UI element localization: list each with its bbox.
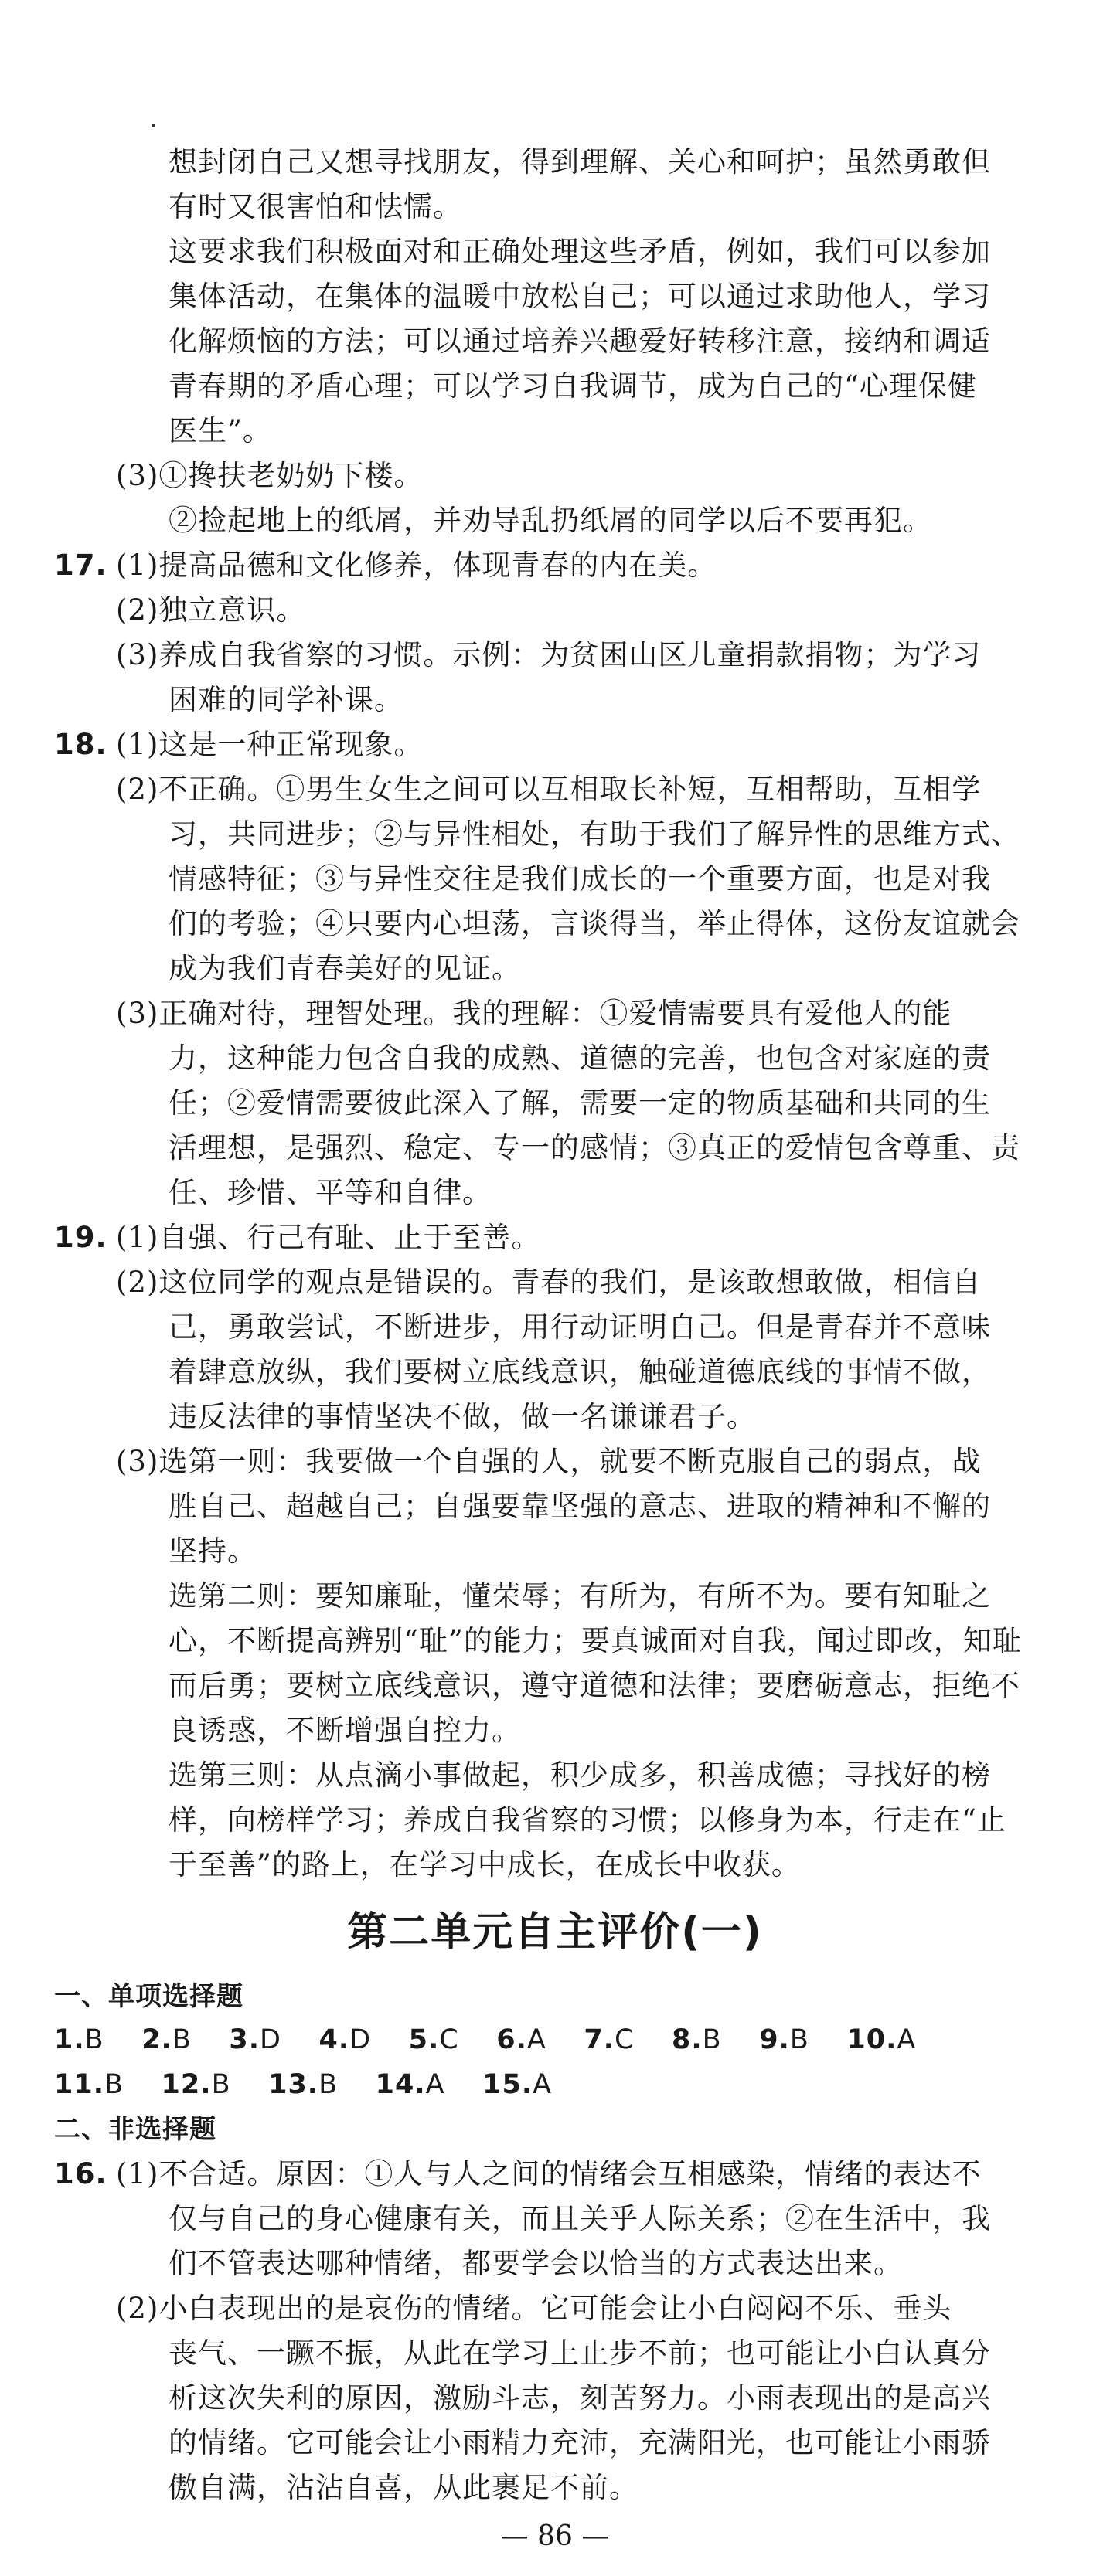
text-line: (2)不正确。①男生女生之间可以互相取长补短，互相帮助，互相学 [116,773,982,806]
text-line: 丧气、一蹶不振，从此在学习上止步不前；也可能让小白认真分 [169,2336,991,2370]
text-line: 坚持。 [169,1534,257,1568]
text-line: 力，这种能力包含自我的成熟、道德的完善，也包含对家庭的责 [169,1042,991,1075]
text-line: (1)不合适。原因：①人与人之间的情绪会互相感染，情绪的表达不 [116,2157,982,2190]
text-line: 化解烦恼的方法；可以通过培养兴趣爱好转移注意，接纳和调适 [169,325,991,358]
text-line: (3)正确对待，理智处理。我的理解：①爱情需要具有爱他人的能 [116,997,952,1030]
text-line: 集体活动，在集体的温暖中放松自己；可以通过求助他人，学习 [169,280,991,313]
text-line: 们不管表达哪种情绪，都要学会以恰当的方式表达出来。 [169,2247,903,2280]
text-line: 医生”。 [169,414,272,447]
text-line: 选第二则：要知廉耻，懂荣辱；有所为，有所不为。要有知耻之 [169,1579,991,1613]
question-number: 18. [54,728,107,761]
question-number: 19. [54,1221,107,1254]
answer-item: 7.C [584,2024,635,2055]
text-line: (3)选第一则：我要做一个自强的人，就要不断克服自己的弱点，战 [116,1445,982,1478]
answer-item: 15.A [482,2069,553,2100]
text-line: 想封闭自己又想寻找朋友，得到理解、关心和呵护；虽然勇敢但 [169,145,991,178]
text-line: 青春期的矛盾心理；可以学习自我调节，成为自己的“心理保健 [169,369,977,403]
text-line: 选第三则：从点滴小事做起，积少成多，积善成德；寻找好的榜 [169,1759,991,1792]
text-line: 情感特征；③与异性交往是我们成长的一个重要方面，也是对我 [169,862,991,895]
text-line: 良诱惑，不断增强自控力。 [169,1714,521,1747]
text-line: (3)养成自我省察的习惯。示例：为贫困山区儿童捐款捐物；为学习 [116,638,982,671]
text-line: 任；②爱情需要彼此深入了解，需要一定的物质基础和共同的生 [169,1086,991,1120]
text-line: 活理想，是强烈、稳定、专一的感情；③真正的爱情包含尊重、责 [169,1131,1020,1164]
answer-item: 1.B [54,2024,104,2055]
text-line: 仅与自己的身心健康有关，而且关乎人际关系；②在生活中，我 [169,2202,991,2235]
answer-item: 9.B [759,2024,809,2055]
text-line: 己，勇敢尝试，不断进步，用行动证明自己。但是青春并不意味 [169,1310,991,1344]
section-label: 一、单项选择题 [54,1981,243,2012]
section-heading: 第二单元自主评价(一) [347,1909,763,1956]
answer-item: 8.B [672,2024,722,2055]
text-line: 困难的同学补课。 [169,683,403,716]
answer-item: 6.A [496,2024,546,2055]
text-line: 违反法律的事情坚决不做，做一名谦谦君子。 [169,1400,756,1433]
text-line: 的情绪。它可能会让小雨精力充沛，充满阳光，也可能让小雨骄 [169,2426,991,2459]
answer-item: 13.B [268,2069,339,2100]
text-line: (2)独立意识。 [116,593,306,627]
answer-item: 2.B [141,2024,192,2055]
text-line: (2)小白表现出的是哀伤的情绪。它可能会让小白闷闷不乐、垂头 [116,2292,952,2325]
page-number: — 86 — [500,2520,610,2552]
text-line: 样，向榜样学习；养成自我省察的习惯；以修身为本，行走在“止 [169,1803,1006,1837]
question-number: 17. [54,549,107,582]
text-line: 傲自满，沾沾自喜，从此裹足不前。 [169,2471,638,2504]
text-line: 有时又很害怕和怯懦。 [169,190,462,223]
text-line: 成为我们青春美好的见证。 [169,952,521,985]
scan-mark [152,124,155,127]
answer-item: 10.A [846,2024,917,2055]
answer-item: 11.B [54,2069,124,2100]
answer-item: 14.A [375,2069,445,2100]
text-line: 们的考验；④只要内心坦荡，言谈得当，举止得体，这份友谊就会 [169,907,1020,940]
text-line: ②捡起地上的纸屑，并劝导乱扔纸屑的同学以后不要再犯。 [169,504,932,537]
answer-item: 5.C [408,2024,459,2055]
text-line: 而后勇；要树立底线意识，遵守道德和法律；要磨砺意志，拒绝不 [169,1669,1020,1702]
section-label: 二、非选择题 [54,2114,216,2145]
answer-row [54,2018,916,2061]
text-line: (1)这是一种正常现象。 [116,728,424,761]
text-line: 习，共同进步；②与异性相处，有助于我们了解异性的思维方式、 [169,817,1020,851]
text-line: 着肆意放纵，我们要树立底线意识，触碰道德底线的事情不做， [169,1355,991,1388]
answer-item: 3.D [229,2024,281,2055]
text-line: 析这次失利的原因，激励斗志，刻苦努力。小雨表现出的是高兴 [169,2381,991,2415]
text-line: (3)①搀扶老奶奶下楼。 [116,459,424,492]
question-number: 16. [54,2157,107,2190]
answer-row [54,2063,552,2106]
text-line: 心，不断提高辨别“耻”的能力；要真诚面对自我，闻过即改，知耻 [169,1624,1022,1657]
text-line: (2)这位同学的观点是错误的。青春的我们，是该敢想敢做，相信自 [116,1266,982,1299]
text-line: 胜自己、超越自己；自强要靠坚强的意志、进取的精神和不懈的 [169,1490,991,1523]
answer-item: 4.D [318,2024,372,2055]
answer-item: 12.B [161,2069,231,2100]
text-line: 任、珍惜、平等和自律。 [169,1176,492,1209]
text-line: 这要求我们积极面对和正确处理这些矛盾，例如，我们可以参加 [169,235,991,268]
text-line: 于至善”的路上，在学习中成长，在成长中收获。 [169,1848,801,1881]
text-line: (1)提高品德和文化修养，体现青春的内在美。 [116,549,717,582]
text-line: (1)自强、行己有耻、止于至善。 [116,1221,541,1254]
